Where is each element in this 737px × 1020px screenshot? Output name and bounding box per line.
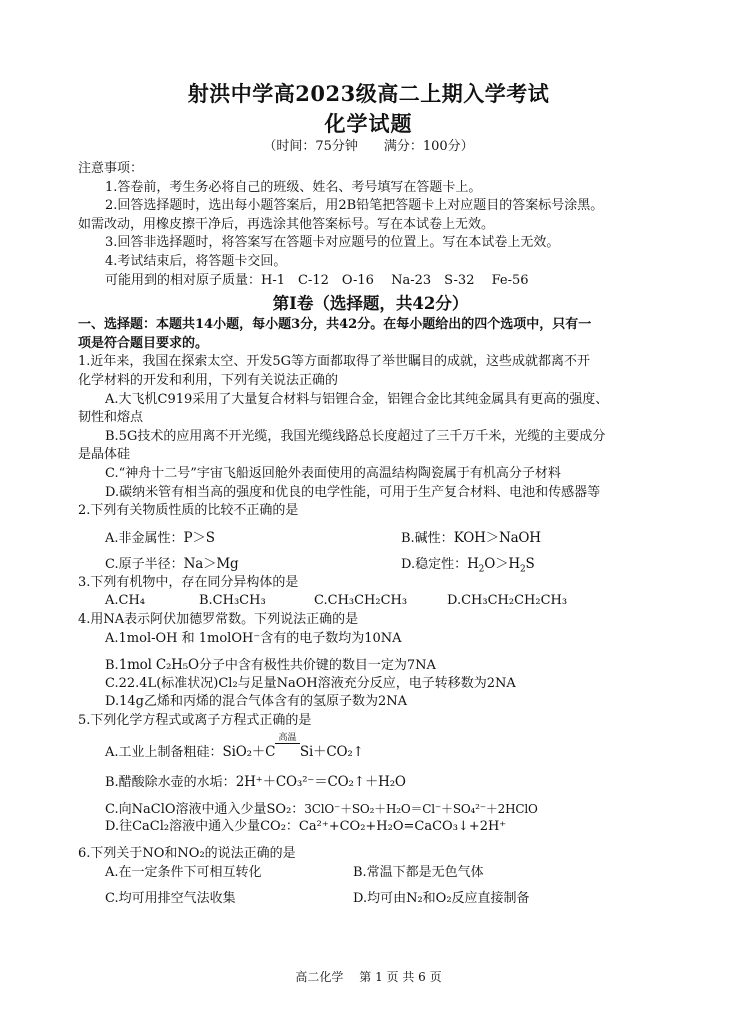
- note-1: 1.答卷前，考生务必将自己的班级、姓名、考号填写在答题卡上。: [105, 179, 482, 195]
- q2-d-o: O＞H: [484, 556, 520, 573]
- note-3: 3.回答非选择题时，将答案写在答题卡对应题号的位置上。写在本试卷上无效。: [105, 235, 560, 251]
- q1-option-b-line1: B.5G技术的应用离不开光缆，我国光缆线路总长度超过了三千万千米，光缆的主要成分: [105, 428, 606, 444]
- q4-option-b-label: B.: [105, 658, 119, 674]
- q2-d-sub2: 2: [519, 564, 526, 575]
- q2-option-c-expr: Na＞Mg: [183, 556, 239, 573]
- q3-stem: 3.下列有机物中，存在同分异构体的是: [78, 574, 299, 590]
- section-intro-a: 一、选择题：本题共14小题，每小题3分，共42分。在每小题给出的四个选项中，只有一: [78, 317, 592, 333]
- q2-option-a: [105, 529, 401, 548]
- q4-option-c: C.22.4L(标准状况)Cl₂与足量NaOH溶液充分反应，电子转移数为2NA: [105, 675, 516, 691]
- q5-option-b-expr: 2H⁺＋CO₃²⁻＝CO₂↑＋H₂O: [235, 774, 406, 791]
- q2-option-c-label: C.原子半径：: [105, 557, 184, 573]
- note-2a: 2.回答选择题时，选出每小题答案后，用2B铅笔把答题卡上对应题目的答案标号涂黑。: [105, 198, 604, 214]
- exam-title: 射洪中学高2023级高二上期入学考试: [187, 81, 550, 106]
- q4-option-b: [78, 656, 663, 675]
- q6-option-d: D.均可由N₂和O₂反应直接制备: [353, 891, 530, 907]
- q2-stem: 2.下列有关物质性质的比较不正确的是: [78, 503, 299, 519]
- q4-option-a: A.1mol-OH 和 1molOH⁻含有的电子数均为10NA: [105, 630, 402, 646]
- q5-option-a-equals: [275, 732, 300, 763]
- q5-stem: 5.下列化学方程式或离子方程式正确的是: [78, 713, 312, 729]
- q5-option-a-condition: 高温: [275, 733, 300, 744]
- footer-subject: 高二化学: [295, 970, 344, 984]
- q2-option-c: [105, 555, 401, 574]
- q2-option-a-expr: P＞S: [183, 529, 215, 546]
- notes-heading: 注意事项：: [78, 161, 144, 176]
- q1-option-b-line2: 是晶体硅: [78, 447, 131, 463]
- q1-option-d: D.碳纳米管有相当高的强度和优良的电学性能，可用于生产复合材料、电池和传感器等: [105, 484, 601, 500]
- q5-option-a-label: A.工业上制备粗硅：: [105, 744, 223, 760]
- time-info: （时间：75分钟 满分：100分）: [263, 139, 474, 154]
- q5-option-b-label: B.醋酸除水壶的水垢：: [105, 775, 236, 791]
- q3-options: [78, 592, 663, 611]
- q5-option-a: [78, 732, 663, 762]
- footer-page-number: 第 1 页 共 6 页: [359, 970, 442, 984]
- note-4: 4.考试结束后，将答题卡交回。: [105, 253, 287, 269]
- page-footer: [0, 968, 737, 987]
- q2-options-row2: [78, 555, 663, 574]
- q3-option-a: A.CH₄: [105, 593, 146, 609]
- q5-option-a-left: SiO₂＋C: [222, 743, 276, 760]
- q2-d-s: S: [525, 556, 535, 573]
- q5-option-d: D.往CaCl₂溶液中通入少量CO₂：Ca²⁺+CO₂+H₂O=CaCO₃↓+2H⁺: [105, 819, 507, 835]
- q1-option-c: C.“神舟十二号”宇宙飞船返回舱外表面使用的高温结构陶瓷属于有机高分子材料: [105, 465, 561, 481]
- q1-stem-b: 化学材料的开发和利用，下列有关说法正确的: [78, 372, 339, 388]
- q2-d-h: H: [467, 556, 479, 573]
- q2-options-row1: [78, 529, 663, 548]
- q5-option-c-expr: 3ClO⁻＋SO₂＋H₂O＝Cl⁻＋SO₄²⁻＋2HClO: [304, 801, 538, 816]
- q4-option-d: D.14g乙烯和丙烯的混合气体含有的氢原子数为2NA: [105, 694, 407, 710]
- q4-option-b-text: 分子中含有极性共价键的数目一定为7NA: [198, 658, 436, 674]
- q2-option-b: [401, 529, 541, 548]
- q6-stem: 6.下列关于NO和NO₂的说法正确的是: [78, 846, 296, 861]
- q3-option-b: B.CH₃CH₃: [199, 593, 266, 609]
- q5-option-a-right: Si＋CO₂↑: [299, 743, 364, 760]
- section-intro-b: 项是符合题目要求的。: [78, 335, 209, 351]
- q6-options-row2: [78, 890, 663, 909]
- note-2b: 如需改动，用橡皮擦干净后，再选涂其他答案标号。写在本试卷上无效。: [78, 216, 495, 232]
- q3-option-c: C.CH₃CH₂CH₃: [314, 593, 408, 609]
- q6-option-a: A.在一定条件下可相互转化: [105, 864, 262, 880]
- q2-d-sub1: 2: [478, 564, 485, 575]
- q4-stem: 4.用NA表示阿伏加德罗常数。下列说法正确的是: [78, 612, 359, 628]
- exam-subtitle: 化学试题: [324, 111, 413, 136]
- q5-option-b: [78, 773, 663, 792]
- q2-option-d-label: D.稳定性：: [401, 557, 468, 573]
- section-title: 第Ⅰ卷（选择题，共42分）: [272, 294, 469, 314]
- q1-option-a-line2: 韧性和熔点: [78, 410, 144, 426]
- q6-option-b: B.常温下都是无色气体: [353, 864, 484, 880]
- exam-content: [78, 160, 663, 909]
- q1-stem-a: 1.近年来，我国在探索太空、开发5G等方面都取得了举世瞩目的成就，这些成就都离不开: [78, 354, 591, 370]
- q5-option-c: [78, 800, 663, 819]
- q2-option-b-expr: KOH＞NaOH: [453, 529, 541, 546]
- q5-option-c-label: C.向NaClO溶液中通入少量SO₂：: [105, 801, 305, 817]
- q2-option-b-label: B.碱性：: [401, 530, 454, 546]
- q6-option-c: C.均可用排空气法收集: [105, 891, 236, 907]
- q2-option-d-expr: [467, 556, 535, 575]
- q6-options-row1: [78, 864, 663, 883]
- atomic-masses: 可能用到的相对原子质量：H-1 C-12 O-16 Na-23 S-32 Fe-56: [105, 272, 529, 288]
- q3-option-d: D.CH₃CH₂CH₂CH₃: [447, 593, 568, 609]
- q2-option-d: [401, 555, 535, 574]
- q4-option-b-formula: 1mol C₂H₅O: [118, 657, 199, 674]
- q1-option-a-line1: A.大飞机C919采用了大量复合材料与铝锂合金，铝锂合金比其纯金属具有更高的强度、: [105, 391, 609, 407]
- q2-option-a-label: A.非金属性：: [105, 530, 184, 546]
